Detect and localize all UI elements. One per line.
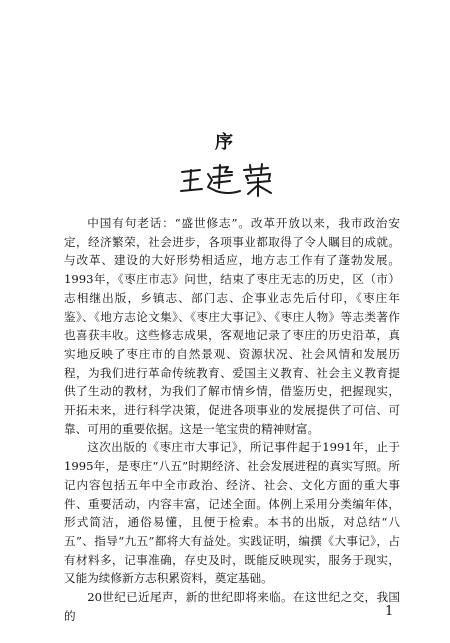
- handwritten-signature-image: [178, 160, 278, 200]
- preface-body: [64, 214, 400, 625]
- paragraph: 这次出版的《枣庄市大事记》，所记事件起于1991年，止于1995年，是枣庄“八五”时期经济、社会发展进程的真实写照。所记内容包括五年中全市政治、经济、社会、文化方面的重大事件、重要活动，内容丰富，记述全面。体例上采用分类编年体，形式简洁，通俗易懂，且便于检索。本书的出版，对总结“八五”、指导“九五”都将大有益处。实践证明，编撰《大事记》，占有材料多，记事准确，存史及时，既能反映现实，服务于现实，又能为续修新方志积累资料，奠定基础。: [64, 440, 400, 586]
- preface-title: 序: [215, 132, 235, 153]
- paragraph: 中国有句老话：“盛世修志”。改革开放以来，我市政治安定，经济繁荣，社会进步，各项事业都取得了令人瞩目的成就。与改革、建设的大好形势相适应，地方志工作有了蓬勃发展。1993年，《枣庄市志》问世，结束了枣庄无志的历史，区（市）志相继出版，乡镇志、部门志、企事业志先后付印，《枣庄年鉴》、《地方志论文集》、《枣庄大事记》、《枣庄人物》等志类著作也喜获丰收。这些修志成果，客观地记录了枣庄的历史沿革，真实地反映了枣庄市的自然景观、资源状况、社会风情和发展历程，为我们进行革命传统教育、爱国主义教育、社会主义教育提供了生动的教材，为我们了解市情乡情，借鉴历史，把握现实，开拓未来，进行科学决策，促进各项事业的发展提供了可信、可靠、可用的重要依据。这是一笔宝贵的精神财富。: [64, 216, 400, 436]
- signature: [178, 160, 278, 200]
- paragraph: 20世纪已近尾声，新的世纪即将来临。在这世纪之交，我国的: [64, 590, 400, 623]
- page-number: 1: [385, 604, 394, 619]
